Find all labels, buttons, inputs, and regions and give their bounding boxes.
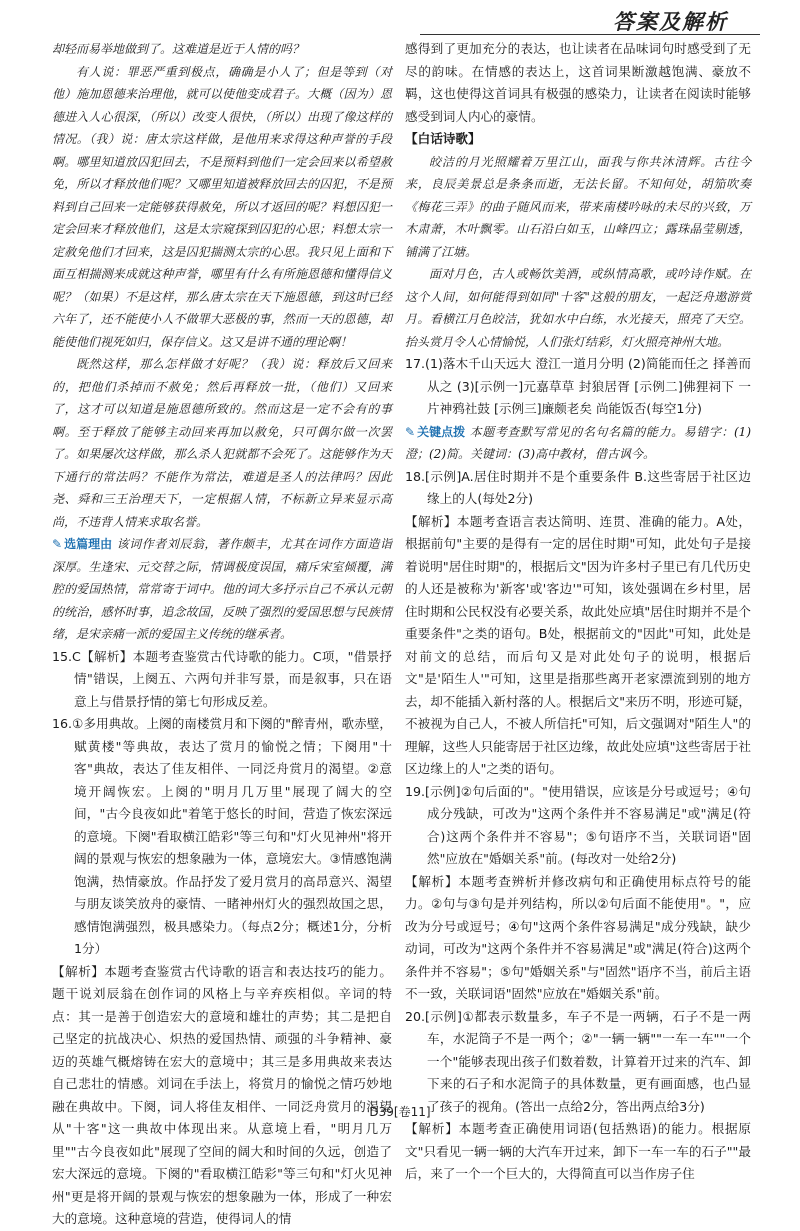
translation-paragraph: 有人说：罪恶严重到极点，确确是小人了；但是等到（对他）施加恩德来治理他，就可以使他变成君子。大概（因为）恩德进入人心很深，（所以）改变人很快，（所以）出现了像这样的情况。（我）说：唐太宗这样做，是他用来求得这种声誉的手段啊。哪里知道放囚犯回去，不是预料到他们一定会回来以希望赦免，所以才释放他们呢？又哪里知道被释放回去的囚犯，不是预料到自己回来一定能够获得赦免，所以才返回的呢？料想囚犯一定会回来才释放他们，这是太宗窥探到囚犯的心思；料想太宗一定赦免他们才回来，这是囚犯揣测太宗的心思。我只见上面和下面互相揣测来成就这种声誉，哪里有什么有所施恩德和懂得信义呢？（如果）不是这样，那么唐太宗在天下施恩德，到这时已经六年了，还不能使小人不做罪大恶极的事，然而一天的恩德，却能使他们视死如归，保存信义。这又是讲不通的理论啊！: [52, 64, 392, 349]
translation-paragraph: 既然这样，那么怎样做才好呢？（我）说：释放后又回来的，把他们杀掉而不赦免；然后再释放一批，（他们）又回来了，这才可以知道是施恩德所致的。然而这是一定不会有的事啊。至于释放了能够主动回来再加以赦免，只可偶尔做一次罢了。如果屡次这样做，那么杀人犯就都不会死了。这能够作为天下通行的常法吗？不能作为常法，难道是圣人的法律吗？因此尧、舜和三王治理天下，一定根据人情，不标新立异来显示高尚，不违背人情来求取名誉。: [52, 357, 392, 529]
analysis-continued: 感得到了更加充分的表达，也让读者在品味词句时感受到了无尽的韵味。在情感的表达上，这首词果断激越饱满、豪放不羁，这也使得这首词具有极强的感染力，让读者在阅读时能够感受到词人内心的豪情。: [405, 41, 751, 124]
answer-15: 15.C【解析】本题考查鉴赏古代诗歌的能力。C项，"借景抒情"错误，上阕五、六两句并非写景，而是叙事，只在语意上与借景抒情的第七句形成反差。: [52, 648, 392, 709]
left-column: [52, 38, 392, 1231]
right-column: [405, 38, 751, 1186]
vernacular-poem-paragraph: 皎洁的月光照耀着万里江山，面我与你共沐清辉。古往今来，良辰美景总是条条而逝，无法长留。不知何处，胡笳吹奏《梅花三弄》的曲子随风而来，带来南楼吟咏的未尽的兴致，万木肃萧，木叶飘零。山石沿白如玉，山峰四立；露珠晶莹剔透，铺满了江塘。: [405, 154, 751, 259]
selection-reason-text: 该词作者刘辰翁，著作颇丰，尤其在词作方面造诣深厚。生逢宋、元交替之际，情调极度误国，痛斥宋室倾覆，满腔的爱国热情，常常寄于词中。他的词大多抒示自己不承认元朝的统治，感怀时事，追念故国，反映了强烈的爱国思想与民族情绪，是宋亲痛一派的爱国主义传统的继承者。: [52, 537, 392, 641]
key-point-text: 本题考查默写常见的名句名篇的能力。易错字：(1)澄；(2)简。关键词：(3)高中教材，借古讽今。: [405, 424, 751, 461]
answer-18: 18.[示例]A.居住时期并不是个重要条件 B.这些寄居于社区边缘上的人(每处2分): [405, 468, 751, 506]
translation-text: 却轻而易举地做到了。这难道是近于人情的吗？: [52, 42, 305, 56]
answer-16-analysis: 【解析】本题考查鉴赏古代诗歌的语言和表达技巧的能力。题干说刘辰翁在创作词的风格上与辛弃疾相似。辛词的特点：其一是善于创造宏大的意境和雄壮的声势；其二是把自己坚定的抗战决心、炽热的爱国热情、顽强的斗争精神、豪迈的英雄气概熔铸在宏大的意境中；其三是多用典故来表达自己悲壮的情感。刘词在手法上，将赏月的愉悦之情巧妙地融在典故中。下阕，词人将佳友相伴、一同泛舟赏月的渴望从"十客"这一典故中体现出来。从意境上看，"明月几万里""古今良夜如此"展现了空间的阔大和时间的久远，创造了宏大深远的意境。下阕的"看取横江皓彩"等三句和"灯火见神州"更是将开阔的景观与恢宏的想象融为一体，形成了一种宏大的意境。这种意境的营造，使得词人的情: [52, 963, 392, 1226]
key-point-badge: ✎ 关键点拨: [405, 421, 465, 444]
header-divider: [420, 34, 760, 35]
vernacular-poem-paragraph: 面对月色，古人或畅饮美酒，或纵情高歌，或吟诗作赋。在这个人间，如何能得到如同"十客"这般的朋友，一起泛舟遨游赏月。看横江月色皎洁，犹如水中白练，水光接天，照亮了天空。抬头赏月令人心情愉悦，人们张灯结彩，灯火照亮神州大地。: [405, 267, 751, 349]
page-number: D39[卷11]: [369, 1105, 431, 1119]
selection-reason-badge: ✎ 选篇理由: [52, 533, 112, 556]
selection-reason: [52, 533, 392, 646]
page-title: 答案及解析: [613, 9, 728, 34]
answer-20-analysis: 【解析】本题考查正确使用词语(包括熟语)的能力。根据原文"只看见一辆一辆的大汽车开过来，卸下一车一车的石子""最后，来了一个一个巨大的，大得简直可以当作房子住: [405, 1121, 751, 1181]
vernacular-poem-title: 【白话诗歌】: [405, 131, 481, 146]
key-point-note: [405, 421, 751, 466]
answer-20: 20.[示例]①都表示数量多，车子不是一两辆，石子不是一两车，水泥筒子不是一两个；②"一辆一辆""一车一车""一个一个"能够表现出孩子们数着数，计算着开过来的汽车、卸下来的石子和水泥筒子的具体数量，更有画面感，也凸显了孩子的视角。(答出一点给2分，答出两点给3分): [405, 1008, 751, 1114]
answer-17: 17.(1)落木千山天远大 澄江一道月分明 (2)简能而任之 择善而从之 (3)[示例一]元嘉草草 封狼居胥 [示例二]佛狸祠下 一片神鸦社鼓 [示例三]廉颇老矣 尚能饭否(每空1分): [405, 356, 751, 416]
answer-19-analysis: 【解析】本题考查辨析并修改病句和正确使用标点符号的能力。②句与③句是并列结构，所以②句后面不能使用"。"，应改为分号或逗号；④句"这两个条件容易满足"成分残缺，缺少动词，可改为"这两个条件并不容易满足"或"满足(符合)这两个条件并不容易"；⑤句"婚姻关系"与"固然"语序不当，前后主语不一致，关联词语"固然"应放在"婚姻关系"前。: [405, 873, 751, 1001]
answer-18-analysis: 【解析】本题考查语言表达简明、连贯、准确的能力。A处，根据前句"主要的是得有一定的居住时期"可知，此处句子是接着说明"居住时期"的，根据后文"因为许多村子里已有几代历史的人还是被称为'新客'或'客边'"可知，该处强调在乡村里，居住时期和公民权没有必要关系，故此处应填"居住时期并不是个重要条件"之类的语句。B处，根据前文的"因此"可知，此处是对前文的总结，而后句又是对此处句子的说明，根据后文"是'陌生人'"可知，这里是指那些离开老家漂流到别的地方去，却不能插入新村落的人。根据后文"来历不明，形迹可疑，不被视为自己人，不被人所信托"可知，后文强调对"陌生人"的理解，这些人只能寄居于社区边缘，故此处应填"这些寄居于社区边缘上的人"之类的语句。: [405, 513, 751, 776]
answer-19: 19.[示例]②句后面的"。"使用错误，应该是分号或逗号；④句成分残缺，可改为"这两个条件并不容易满足"或"满足(符合)这两个条件并不容易"；⑤句语序不当，关联词语"固然"应放在"婚姻关系"前。(每改对一处给2分): [405, 783, 751, 866]
page-header: [0, 0, 800, 40]
answer-16: 16.①多用典故。上阕的南楼赏月和下阕的"醉青州，歌赤壁，赋黄楼"等典故，表达了赏月的愉悦之情；下阕用"十客"典故，表达了佳友相伴、一同泛舟赏月的渴望。②意境开阔恢宏。上阕的"明月几万里"展现了阔大的空间，"古今良夜如此"着笔于悠长的时间，营造了恢宏深远的意境。下阕"看取横江皓彩"等三句和"灯火见神州"将开阔的景观与恢宏的想象融为一体，意境宏大。③情感饱满饱满，热情豪放。作品抒发了爱月赏月的高昂意兴、渴望与朋友谈笑放舟的豪情、一睹神州灯火的强烈故国之思，感情饱满强烈，极具感染力。（每点2分；概述1分，分析1分）: [52, 716, 392, 956]
